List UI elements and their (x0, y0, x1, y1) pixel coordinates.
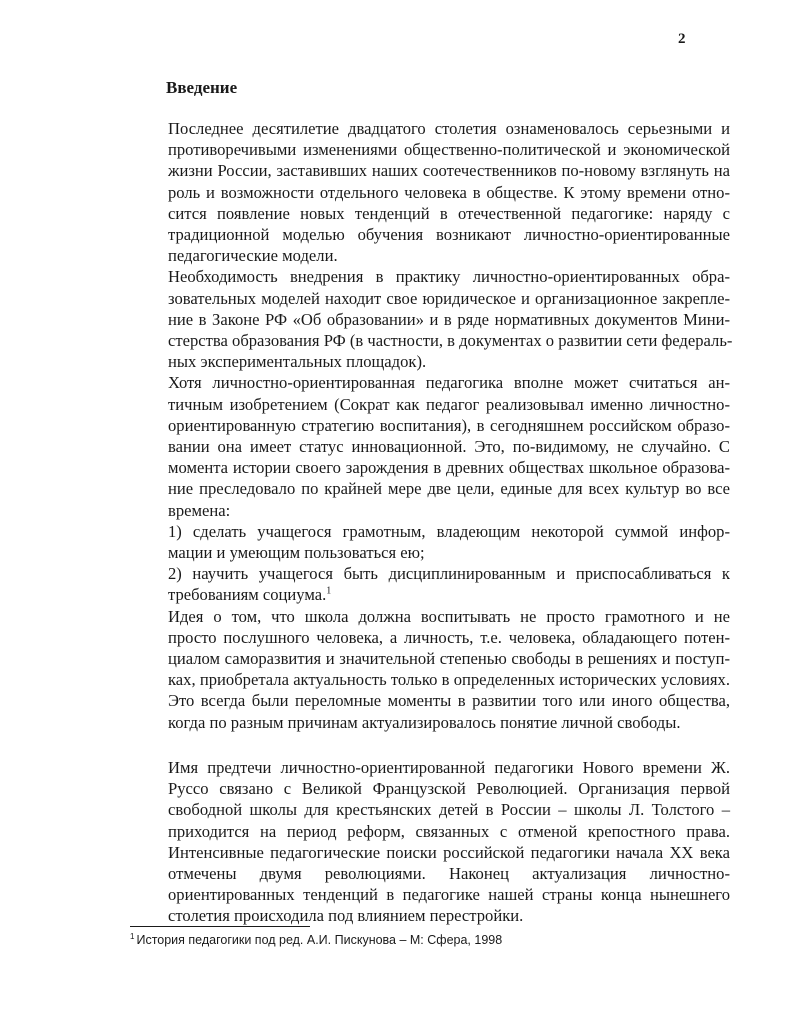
text-line: традиционной моделью обучения возникают личностно-ориентированные (168, 225, 730, 245)
text-line: свободной школы для крестьянских детей в России – школы Л. Толстого – (168, 800, 730, 820)
text-line: 2) научить учащегося быть дисциплинированным и приспосабливаться к (168, 564, 730, 584)
text-line: мации и умеющим пользоваться ею; (168, 543, 425, 563)
text-line: когда по разным причинам актуализировалось понятие личной свободы. (168, 712, 681, 732)
footnote (130, 933, 502, 947)
paragraph-intro (130, 118, 730, 266)
text-line: времена: (168, 500, 231, 520)
text-line: тичным изобретением (Сократ как педагог реализовывал именно личностно- (168, 394, 730, 414)
text-line: Последнее десятилетие двадцатого столетия ознаменовалось серьезными и (168, 119, 730, 138)
text-line: стерства образования РФ (в частности, в документах о развитии сети федераль- (168, 331, 733, 351)
footnote-marker: 1 (130, 931, 135, 941)
paragraph-rousseau (130, 757, 730, 927)
list-item-goal-2 (130, 563, 730, 605)
text-line: столетия происходила под влиянием перестройки. (168, 906, 524, 926)
text-line: роль и возможности отдельного человека в обществе. К этому времени отно- (168, 182, 730, 202)
text-line: Интенсивные педагогические поиски российской педагогики начала XX века (168, 842, 730, 862)
paragraph-history (130, 372, 730, 520)
text-line: приходится на период реформ, связанных с отменой крепостного права. (168, 821, 730, 841)
paragraph-necessity (130, 266, 733, 372)
text-line: Необходимость внедрения в практику личностно-ориентированных обра- (168, 267, 730, 287)
page-number: 2 (678, 31, 686, 47)
text-line-with-footnote (130, 584, 730, 605)
text-line: Идея о том, что школа должна воспитывать не просто грамотного и не (168, 606, 730, 626)
body-text (130, 118, 733, 927)
text-line: сится появление новых тенденций в отечественной педагогике: наряду с (168, 203, 730, 223)
text-line: просто послушного человека, а личность, т.е. человека, обладающего потен- (168, 627, 730, 647)
text-line: зовательных моделей находит свое юридическое и организационное закрепле- (168, 288, 730, 308)
text-line: Это всегда были переломные моменты в развитии того или иного общества, (168, 691, 730, 711)
text-line: ках, приобретала актуальность только в определенных исторических условиях. (168, 670, 730, 690)
text-line: циалом саморазвития и значительной степенью свободы в решениях и поступ- (168, 649, 730, 669)
text-line: ние в Законе РФ «Об образовании» и в ряде нормативных документов Мини- (168, 309, 730, 329)
text-line: вании она имеет статус инновационной. Это, по-видимому, не случайно. С (168, 437, 730, 457)
paragraph-idea (130, 606, 730, 733)
footnote-separator (130, 926, 310, 927)
text-line: 1) сделать учащегося грамотным, владеющим некоторой суммой инфор- (168, 521, 730, 541)
text-line: Хотя личностно-ориентированная педагогика вполне может считаться ан- (168, 373, 730, 393)
footnote-reference[interactable]: 1 (326, 585, 332, 597)
section-heading: Введение (166, 78, 238, 97)
text-line: ориентированную стратегию воспитания), в сегодняшнем российском образо- (168, 415, 730, 435)
text-line: педагогические модели. (168, 246, 338, 266)
text-line: Руссо связано с Великой Французской Революцией. Организация первой (168, 779, 730, 799)
text-line: Имя предтечи личностно-ориентированной педагогики Нового времени Ж. (168, 757, 730, 777)
list-item-goal-1 (130, 521, 730, 563)
text-line: ние преследовало по крайней мере две цели, единые для всех культур во все (168, 479, 730, 499)
text-line: момента истории своего зарождения в древних обществах школьное образова- (168, 458, 730, 478)
text-line: противоречивыми изменениями общественно-политической и экономической (168, 140, 730, 160)
text-line: ных экспериментальных площадок). (168, 352, 427, 372)
text-line: жизни России, заставивших наших соотечественников по-новому взглянуть на (168, 161, 730, 181)
text-line: требованиям социума. (168, 585, 327, 605)
text-line: отмечены двумя революциями. Наконец актуализация личностно- (168, 863, 730, 883)
text-line: ориентированных тенденций в педагогике нашей страны конца нынешнего (168, 885, 730, 905)
footnote-text: История педагогики под ред. А.И. Пискунова – М: Сфера, 1998 (136, 933, 503, 947)
